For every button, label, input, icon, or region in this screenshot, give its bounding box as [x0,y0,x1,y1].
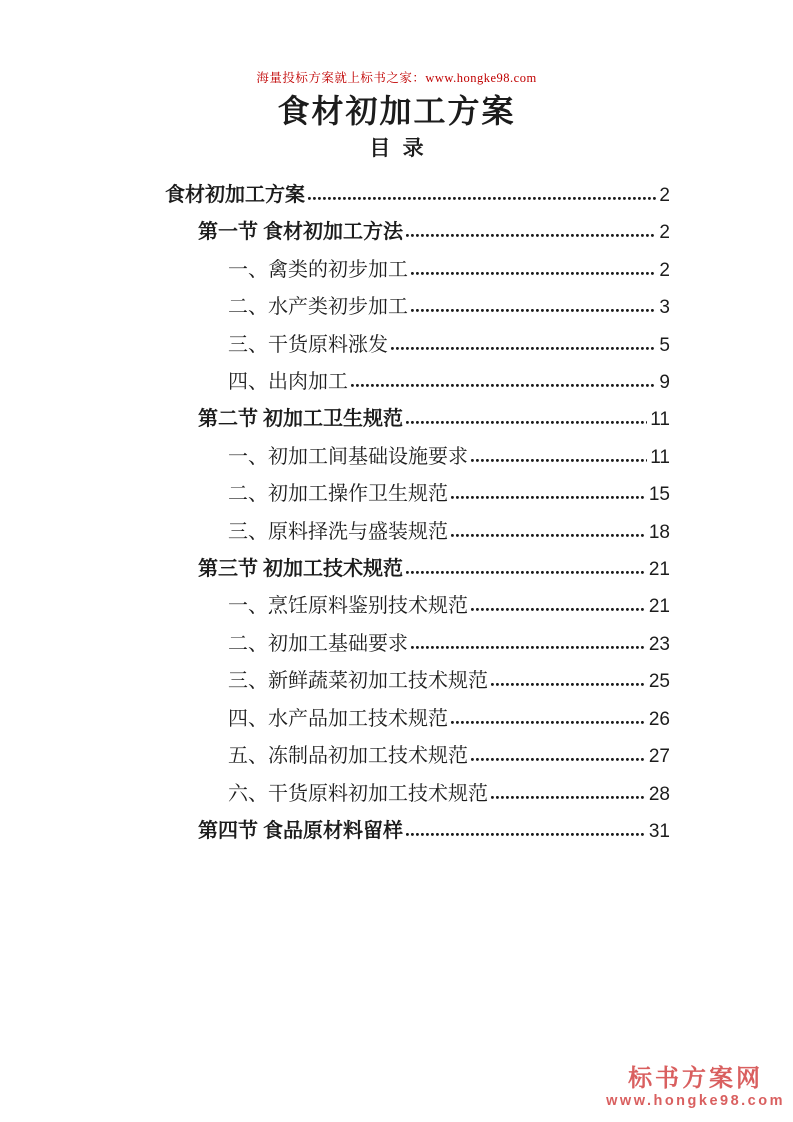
toc-entry[interactable] [165,214,670,251]
toc-entry[interactable] [165,514,670,551]
toc-leader-dots [411,635,646,650]
toc-leader-dots [351,373,656,388]
toc-entry-label: 食材初加工方案 [165,184,305,206]
toc-entry-label: 五、冻制品初加工技术规范 [228,745,468,768]
toc-entry-label: 三、新鲜蔬菜初加工技术规范 [228,670,488,693]
toc-entry[interactable] [165,663,670,700]
toc-page-number: 31 [648,820,670,842]
toc-entry-label: 四、水产品加工技术规范 [228,707,448,730]
watermark-site-name: 标书方案网 [628,1065,764,1092]
page-title: 食材初加工方案 [277,93,516,129]
toc-entry[interactable] [165,588,670,625]
toc-entry[interactable] [165,701,670,738]
toc-page-number: 11 [650,446,670,468]
toc-entry-label: 一、烹饪原料鉴别技术规范 [228,595,468,618]
toc-entry[interactable] [165,401,670,438]
toc-leader-dots [471,747,646,762]
toc-entry[interactable] [165,476,670,513]
toc-leader-dots [308,186,656,201]
toc-page-number: 23 [648,633,670,655]
toc-entry-label: 二、初加工操作卫生规范 [228,483,448,506]
toc-leader-dots [471,448,647,463]
toc-page-number: 15 [648,484,670,506]
toc-page-number: 27 [648,746,670,768]
toc-page-number: 9 [659,372,670,394]
toc-entry-label: 一、禽类的初步加工 [228,258,408,281]
toc-entry[interactable] [165,252,670,289]
toc-entry[interactable] [165,439,670,476]
toc-leader-dots [406,223,656,238]
toc-page-number: 26 [648,708,670,730]
toc-entry[interactable] [165,626,670,663]
toc-leader-dots [391,336,656,351]
toc-entry-label: 二、水产类初步加工 [228,296,408,319]
toc-page-number: 21 [648,559,670,581]
toc-entry[interactable] [165,289,670,326]
toc-entry[interactable] [165,551,670,588]
toc-leader-dots [471,597,646,612]
toc-entry-label: 第三节 初加工技术规范 [198,558,403,581]
toc-leader-dots [406,560,646,575]
toc-entry[interactable] [165,327,670,364]
toc-page-number: 18 [648,521,670,543]
toc-entry-label: 四、出肉加工 [228,371,348,394]
toc-page-number: 5 [659,334,670,356]
toc-heading: 目 录 [369,136,424,160]
promo-link[interactable]: 海量投标方案就上标书之家：www.hongke98.com [256,71,537,85]
toc-leader-dots [451,710,646,725]
toc-entry-label: 第四节 食品原材料留样 [198,819,403,842]
toc-leader-dots [406,410,647,425]
toc-page-number: 21 [648,596,670,618]
toc-page-number: 2 [659,185,670,206]
toc-leader-dots [491,785,646,800]
toc-entry-label: 三、干货原料涨发 [228,333,388,356]
toc-entry[interactable] [165,738,670,775]
toc-entry-label: 第二节 初加工卫生规范 [198,408,403,431]
toc-leader-dots [451,485,646,500]
toc-page-number: 28 [648,783,670,805]
toc-page-number: 11 [650,409,670,431]
toc-leader-dots [411,261,656,276]
toc-leader-dots [451,523,646,538]
watermark-site-url[interactable]: www.hongke98.com [606,1093,785,1109]
watermark [606,1065,785,1110]
toc-entry-label: 六、干货原料初加工技术规范 [228,782,488,805]
toc-entry[interactable] [165,177,670,214]
toc-entry-label: 一、初加工间基础设施要求 [228,445,468,468]
toc-page-number: 2 [659,222,670,244]
toc-page-number: 2 [659,259,670,281]
toc-leader-dots [491,672,646,687]
toc-page-number: 3 [659,297,670,319]
toc-entry[interactable] [165,364,670,401]
toc-list [165,177,670,850]
toc-page-number: 25 [648,671,670,693]
toc-entry[interactable] [165,813,670,850]
toc-leader-dots [406,822,646,837]
toc-entry-label: 三、原料择洗与盛装规范 [228,520,448,543]
toc-entry-label: 二、初加工基础要求 [228,632,408,655]
toc-entry-label: 第一节 食材初加工方法 [198,221,403,244]
toc-leader-dots [411,298,656,313]
toc-entry[interactable] [165,776,670,813]
